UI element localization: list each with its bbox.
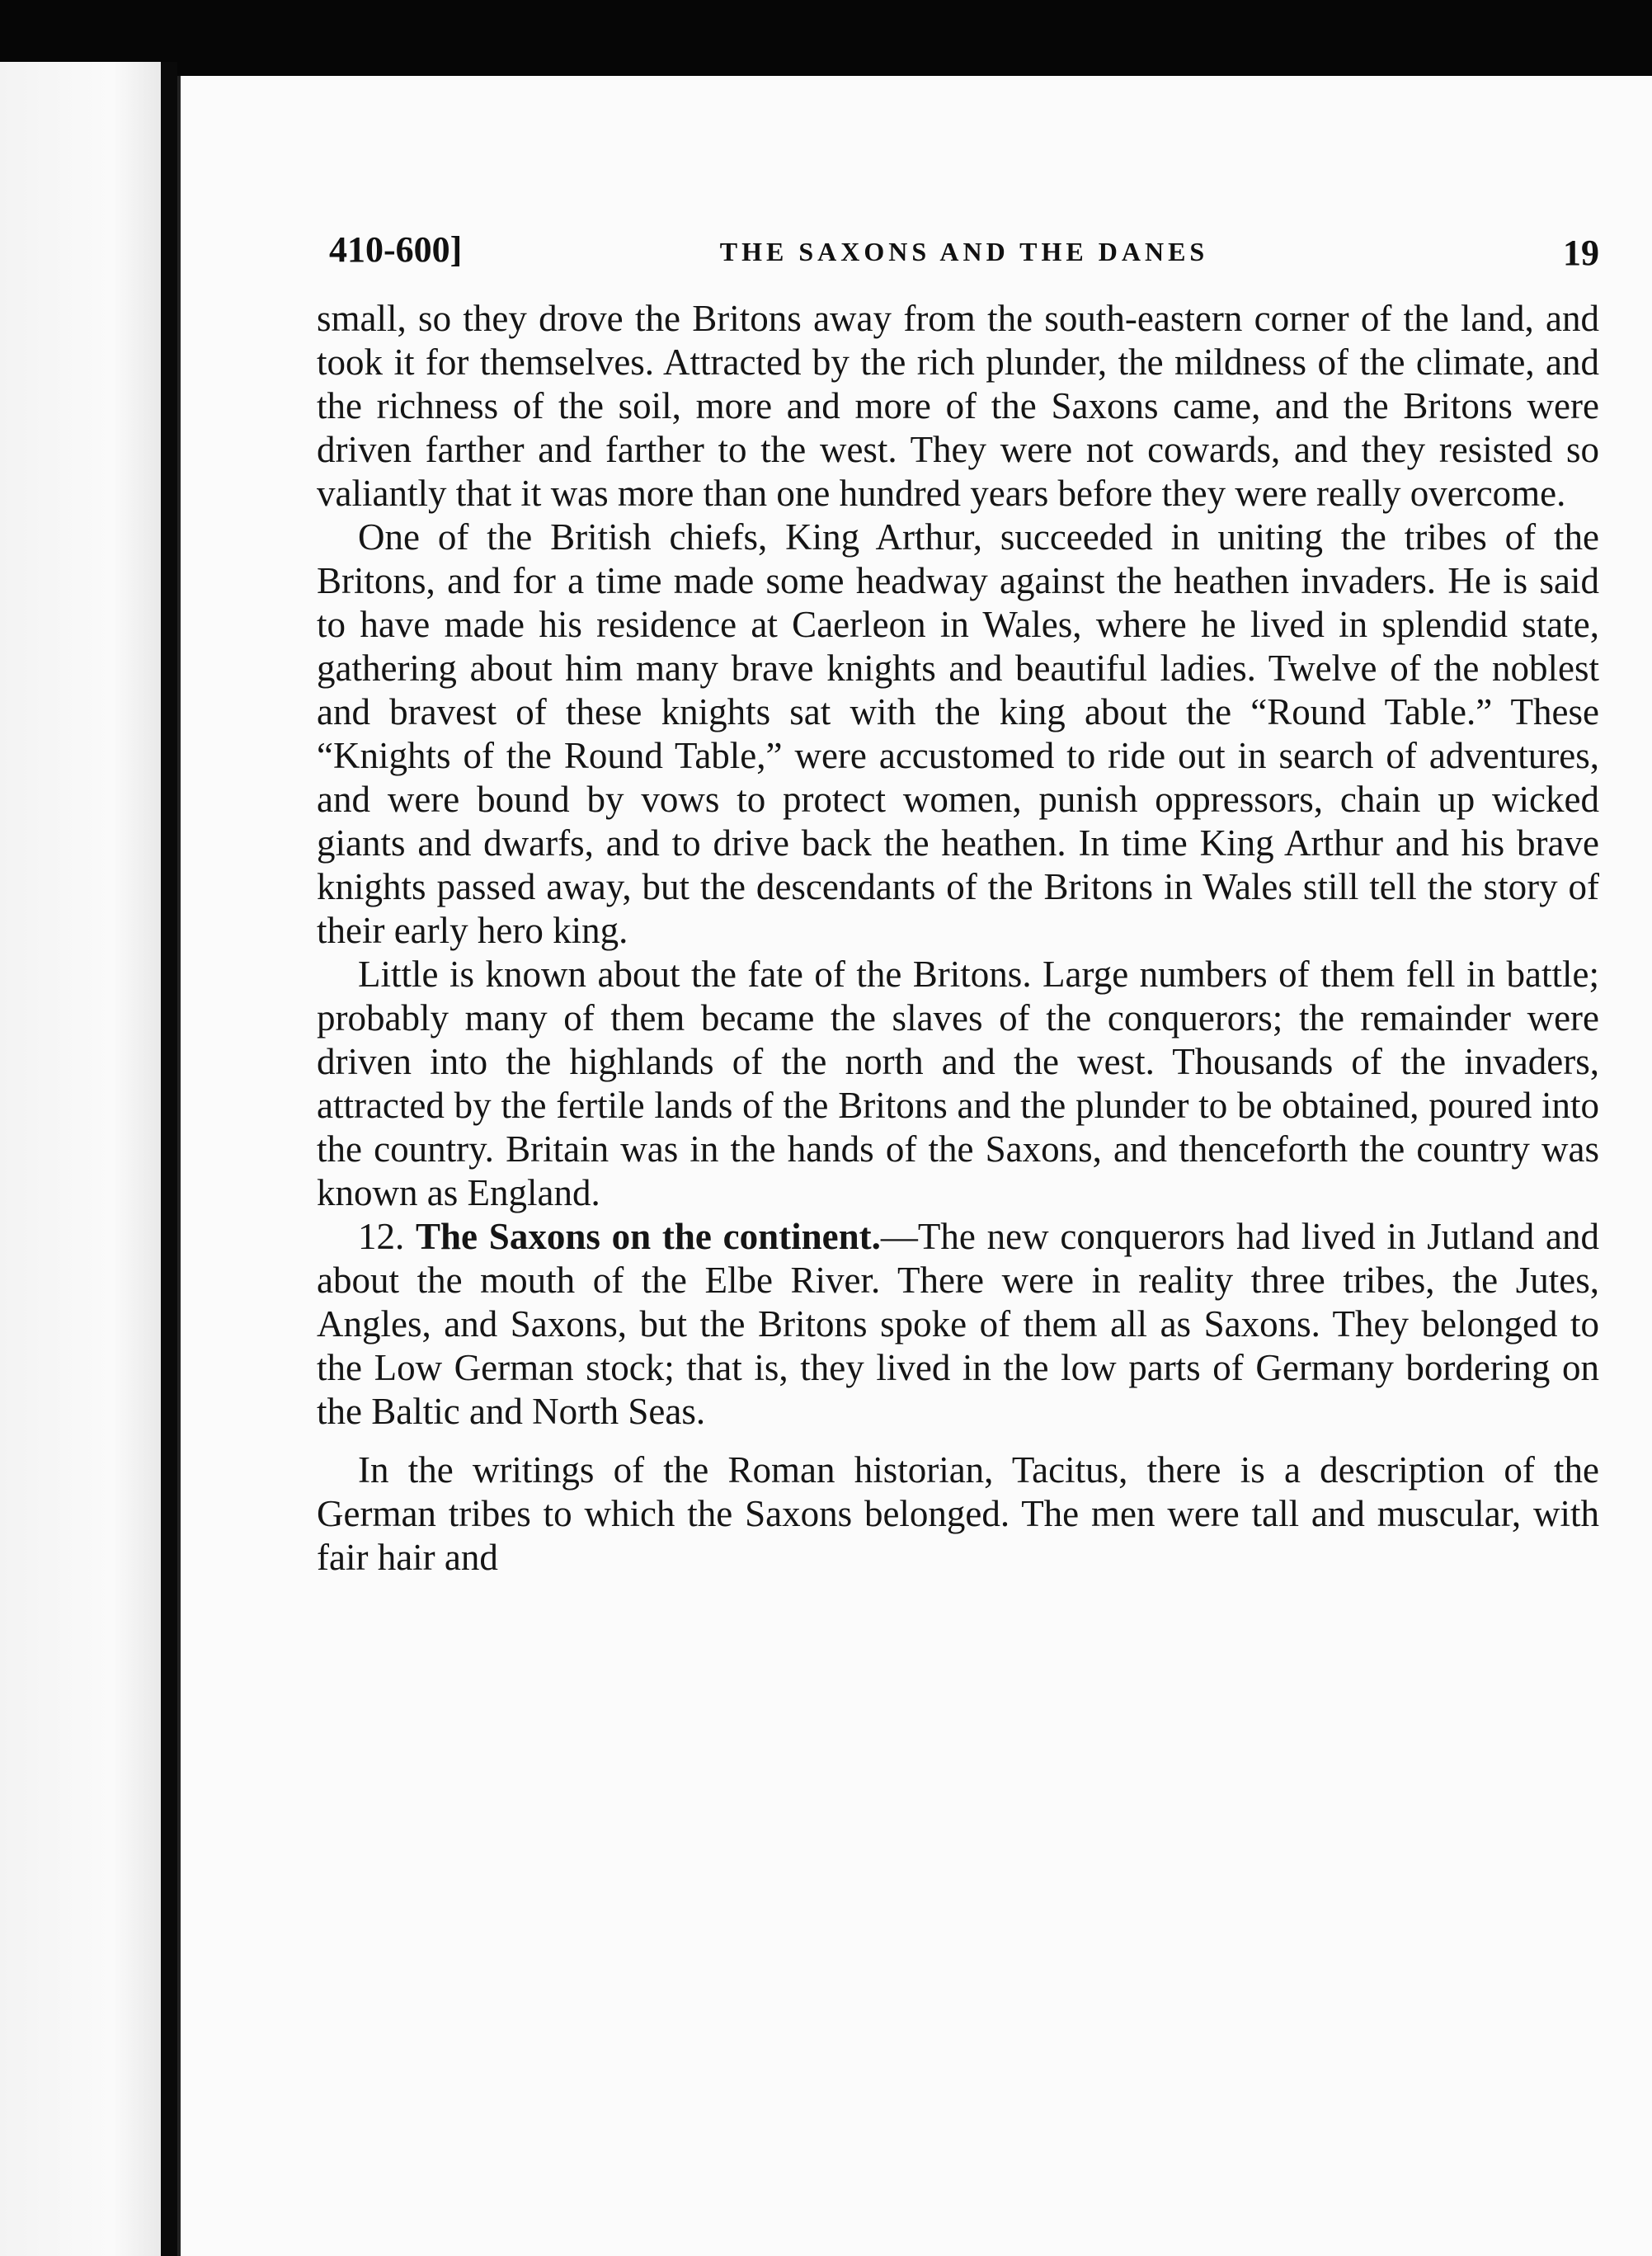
chapter-title: THE SAXONS AND THE DANES xyxy=(719,237,1209,266)
running-header xyxy=(329,228,1599,303)
page-number: 19 xyxy=(1563,233,1599,273)
section-text: —The new conquerors had lived in Jutland and about the mouth of the Elbe River. There were in reality three tribes, the Jutes, Angles, and Saxons, but the Britons spoke of them all as Saxons. They belonged to the Low German stock; that is, they lived in the low parts of Germany bordering on the Baltic and North Seas. xyxy=(317,1216,1600,1432)
paragraph-5: In the writings of the Roman historian, Tacitus, there is a description of the German tribes to which the Saxons belonged. The men were tall and muscular, with fair hair and xyxy=(317,1449,1599,1578)
facing-page-edge xyxy=(0,62,161,2256)
section-heading: The Saxons on the continent. xyxy=(416,1216,881,1257)
paragraph-4 xyxy=(317,1215,1599,1434)
paragraph-1: small, so they drove the Britons away from the south-eastern corner of the land, and took it for themselves. Attracted by the rich plunder, the mildness of the climate, and the richness of the soil, more and more of the Saxons came, and the Britons were driven farther and farther to the west. They were not cowards, and they resisted so valiantly that it was more than one hundred years before they were really overcome. xyxy=(317,298,1599,514)
page-body xyxy=(317,297,1599,1580)
paragraph-2: One of the British chiefs, King Arthur, succeeded in uniting the tribes of the Britons, and for a time made some headway against the heathen invaders. He is said to have made his residence at Caerleon in Wales, where he lived in splendid state, gathering about him many brave knights and beautiful ladies. Twelve of the noblest and bravest of these knights sat with the king about the “Round Table.” These “Knights of the Round Table,” were accustomed to ride out in search of adventures, and were bound by vows to protect women, punish oppressors, chain up wicked giants and dwarfs, and to drive back the heathen. In time King Arthur and his brave knights passed away, but the descendants of the Britons in Wales still tell the story of their early hero king. xyxy=(317,516,1599,951)
section-number: 12. xyxy=(358,1216,405,1257)
paragraph-3: Little is known about the fate of the Britons. Large numbers of them fell in battle; probably many of them became the slaves of the conquerors; the remainder were driven into the highlands of the north and the west. Thousands of the invaders, attracted by the fertile lands of the Britons and the plunder to be obtained, poured into the country. Britain was in the hands of the Saxons, and thenceforth the country was known as England. xyxy=(317,954,1599,1213)
book-spine xyxy=(161,62,177,2256)
date-range: 410-600] xyxy=(329,229,463,270)
scan-border-top xyxy=(0,0,1652,78)
book-page xyxy=(177,76,1652,2256)
